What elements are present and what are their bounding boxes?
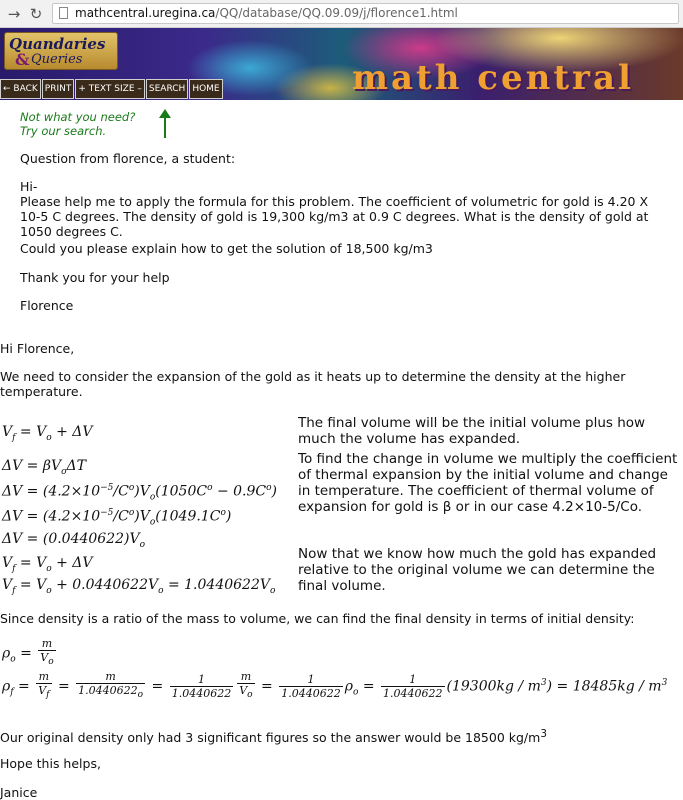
answer-conclusion — [0, 727, 547, 745]
reload-icon[interactable]: ↻ — [29, 5, 43, 23]
hint-line1: Not what you need? — [20, 110, 136, 124]
up-arrow-icon — [155, 108, 175, 140]
nav-back[interactable]: ← BACK — [0, 79, 41, 99]
math-central-title: math central — [352, 58, 634, 98]
answer-closing: Hope this helps, — [0, 756, 101, 771]
equation-final-density: $\rho_f$ = $\frac{m}{V_f}$ = $\frac{m}{1.0440622_o}$ = $\frac{1}{1.0440622}$ $\frac{m}{V_o}$ = $\frac{1}{1.0440622}$ $\rho_o$ = $\frac{1}{1.0440622}$ $(19300kg / m^3) = 18485kg / m^3$ — [2, 670, 668, 701]
question-sign: Florence — [20, 298, 74, 313]
conclusion-text: Our original density only had 3 significant figures so the answer would be 18500 kg/m — [0, 730, 541, 746]
density-intro: Since density is a ratio of the mass to volume, we can find the final density in terms of initial density: — [0, 611, 635, 626]
browser-address-bar — [0, 0, 683, 28]
conclusion-superscript: 3 — [540, 728, 547, 740]
nav-search[interactable]: SEARCH — [146, 79, 188, 99]
equation-initial-density: $\rho_o$ = $\frac{m}{V_o}$ — [2, 637, 54, 668]
nav-text-size[interactable]: + TEXT SIZE – — [75, 79, 145, 99]
url-path: /QQ/database/QQ.09.09/j/florence1.html — [215, 6, 458, 20]
site-nav — [0, 79, 224, 97]
search-hint[interactable] — [20, 110, 135, 138]
forward-arrow-icon[interactable]: → — [7, 5, 21, 23]
nav-home[interactable]: HOME — [189, 79, 222, 99]
url-field[interactable] — [52, 3, 679, 24]
hint-line2: Try our search. — [20, 124, 107, 138]
quandaries-logo[interactable] — [4, 32, 118, 70]
url-text — [75, 6, 458, 20]
logo-ampersand: & — [15, 50, 30, 69]
equation-final-volume-result: $V_f = V_o + \Delta V$ $V_f = V_o + 0.0440622V_o = 1.0440622V_o$ — [2, 555, 276, 596]
logo-line1: Quandaries — [9, 35, 106, 53]
explanation-final-volume: The final volume will be the initial volume plus how much the volume has expanded. — [298, 415, 646, 447]
question-greeting: Hi- — [20, 179, 38, 194]
answer-greeting: Hi Florence, — [0, 341, 75, 356]
logo-line2: Queries — [31, 52, 83, 67]
explanation-change-in-volume: To find the change in volume we multiply the coefficient of thermal expansion by the initial volume and change in temperature. The coefficient of thermal volume of expansion for gold is β or in our case 4.2×10-5/Co. — [298, 451, 678, 515]
site-banner — [0, 28, 683, 100]
equation-delta-v: $\Delta V = \beta V_o\Delta T$ $\Delta V = (4.2\times 10^{-5}/C^o)V_o(1050C^o - 0.9C^o)$ $\Delta V = (4.2\times 10^{-5}/C^o)V_o(1049.1C^o)$ $\Delta V = (0.0440622)V_o$ — [2, 458, 277, 550]
explanation-determine-volume: Now that we know how much the gold has expanded relative to the original volume we can determine the final volume. — [298, 546, 657, 594]
question-ask: Could you please explain how to get the solution of 18,500 kg/m3 — [20, 241, 433, 256]
url-host: mathcentral.uregina.ca — [75, 6, 216, 20]
nav-print[interactable]: PRINT — [42, 79, 75, 99]
answer-signature: Janice — [0, 785, 38, 800]
equation-final-volume: $V_f = V_o + \Delta V$ — [2, 424, 93, 443]
question-thanks: Thank you for your help — [20, 270, 170, 285]
page-icon — [59, 7, 68, 19]
question-body: Please help me to apply the formula for this problem. The coefficient of volumetric for gold is 4.20 X 10-5 C degrees. The density of gold is 19,300 kg/m3 at 0.9 C degrees. What is the density of gold at 1050 degrees C. — [20, 194, 649, 239]
question-from: Question from florence, a student: — [20, 151, 236, 166]
answer-intro: We need to consider the expansion of the gold as it heats up to determine the density at the higher temperature. — [0, 369, 626, 399]
